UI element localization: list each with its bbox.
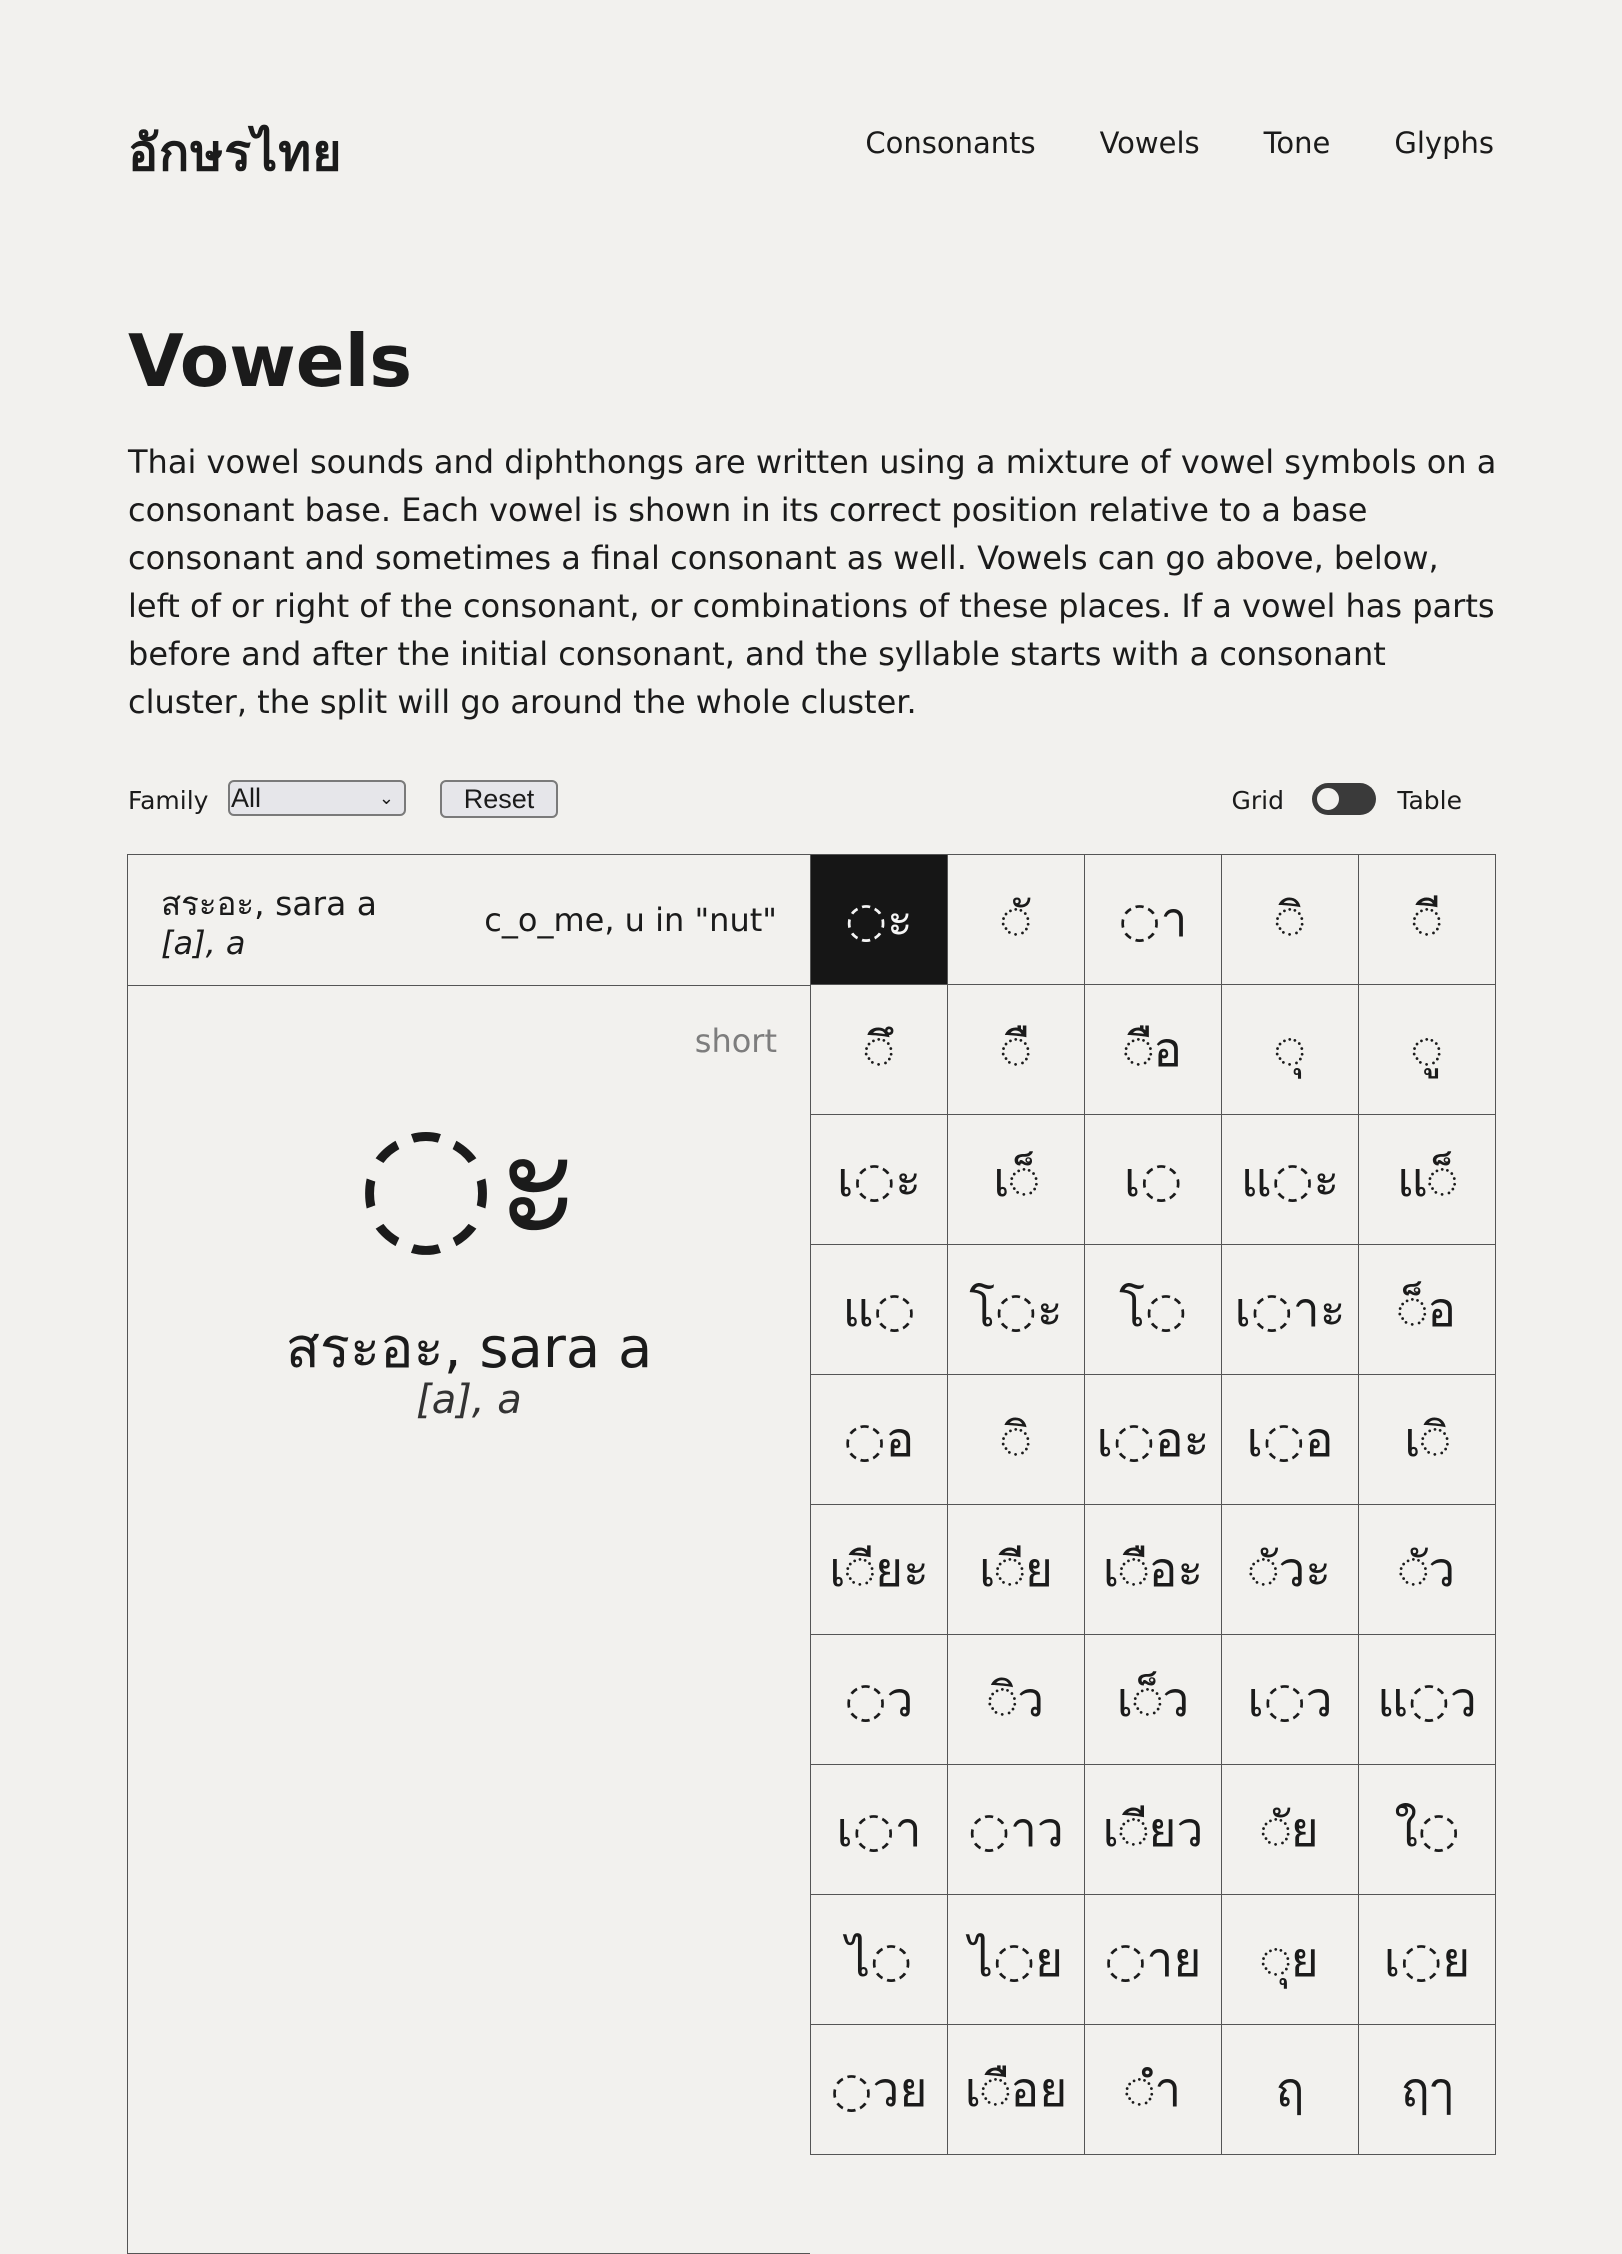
detail-name: สระอะ, sara a bbox=[161, 884, 378, 923]
vowel-cell[interactable]: เ◌ bbox=[1085, 1115, 1222, 1245]
main-nav bbox=[865, 126, 1494, 160]
vowel-cell[interactable]: ไ◌ย bbox=[948, 1895, 1085, 2025]
vowel-cell[interactable]: เ◌ิ bbox=[1359, 1375, 1496, 1505]
family-select[interactable] bbox=[228, 780, 406, 816]
vowel-cell[interactable]: ◌ื bbox=[948, 985, 1085, 1115]
vowel-cell[interactable]: ◌ึ bbox=[811, 985, 948, 1115]
vowel-cell[interactable]: ◌ุ bbox=[1222, 985, 1359, 1115]
nav-vowels[interactable]: Vowels bbox=[1099, 126, 1200, 160]
site-logo[interactable]: อักษรไทย bbox=[128, 124, 343, 182]
vowel-cell[interactable]: แ◌็ bbox=[1359, 1115, 1496, 1245]
vowel-detail-panel bbox=[127, 854, 810, 2254]
vowel-cell[interactable]: เ◌ว bbox=[1222, 1635, 1359, 1765]
page-title: Vowels bbox=[128, 319, 413, 403]
vowel-cell[interactable]: ฤๅ bbox=[1359, 2025, 1496, 2155]
vowel-cell[interactable]: เ◌็ว bbox=[1085, 1635, 1222, 1765]
vowel-cell[interactable]: ใ◌ bbox=[1359, 1765, 1496, 1895]
vowel-cell[interactable]: ◌ัย bbox=[1222, 1765, 1359, 1895]
vowel-cell[interactable]: เ◌าะ bbox=[1222, 1245, 1359, 1375]
vowel-cell[interactable]: ◌อ bbox=[811, 1375, 948, 1505]
vowel-cell[interactable]: ◌า bbox=[1085, 855, 1222, 985]
vowel-cell[interactable]: ◌ิว bbox=[948, 1635, 1085, 1765]
vowel-grid bbox=[810, 854, 1496, 2155]
family-label: Family bbox=[128, 786, 209, 815]
detail-big-name: สระอะ, sara a bbox=[285, 1316, 653, 1381]
family-select-value: All bbox=[231, 782, 262, 813]
vowel-cell[interactable]: เ◌็ bbox=[948, 1115, 1085, 1245]
vowel-cell[interactable]: ◌ว bbox=[811, 1635, 948, 1765]
filter-controls bbox=[128, 778, 1494, 822]
vowel-cell[interactable]: ไ◌ bbox=[811, 1895, 948, 2025]
nav-consonants[interactable]: Consonants bbox=[865, 126, 1036, 160]
vowel-cell[interactable]: เ◌ียว bbox=[1085, 1765, 1222, 1895]
chevron-down-icon: ⌄ bbox=[378, 788, 394, 808]
site-header bbox=[128, 100, 1494, 190]
vowel-cell[interactable]: ◌ิ bbox=[948, 1375, 1085, 1505]
detail-glyph: ◌ะ bbox=[356, 1086, 582, 1273]
detail-ipa: [a], a bbox=[161, 924, 246, 962]
vowel-cell[interactable]: เ◌ีย bbox=[948, 1505, 1085, 1635]
vowel-cell[interactable]: ◌ะ bbox=[811, 855, 948, 985]
vowel-cell[interactable]: เ◌ือย bbox=[948, 2025, 1085, 2155]
detail-length: short bbox=[694, 1022, 777, 1060]
vowel-cell[interactable]: ◌ี bbox=[1359, 855, 1496, 985]
vowel-cell[interactable]: เ◌ะ bbox=[811, 1115, 948, 1245]
vowel-cell[interactable]: ◌ือ bbox=[1085, 985, 1222, 1115]
vowel-cell[interactable]: ◌ู bbox=[1359, 985, 1496, 1115]
vowel-cell[interactable]: โ◌ bbox=[1085, 1245, 1222, 1375]
vowel-cell[interactable]: เ◌อะ bbox=[1085, 1375, 1222, 1505]
grid-label: Grid bbox=[1231, 786, 1284, 815]
vowel-cell[interactable]: ◌ัวะ bbox=[1222, 1505, 1359, 1635]
reset-button[interactable]: Reset bbox=[440, 780, 558, 818]
vowel-cell[interactable]: ◌าว bbox=[948, 1765, 1085, 1895]
vowel-cell[interactable]: เ◌า bbox=[811, 1765, 948, 1895]
vowel-cell[interactable]: ◌ิ bbox=[1222, 855, 1359, 985]
vowel-cell[interactable]: ◌วย bbox=[811, 2025, 948, 2155]
vowel-cell[interactable]: แ◌ว bbox=[1359, 1635, 1496, 1765]
view-toggle[interactable] bbox=[1312, 783, 1376, 815]
vowel-cell[interactable]: ◌ั bbox=[948, 855, 1085, 985]
vowel-cell[interactable]: แ◌ะ bbox=[1222, 1115, 1359, 1245]
vowel-cell[interactable]: เ◌ียะ bbox=[811, 1505, 948, 1635]
detail-header bbox=[128, 855, 810, 986]
vowel-cell[interactable]: ฤ bbox=[1222, 2025, 1359, 2155]
vowel-cell[interactable]: โ◌ะ bbox=[948, 1245, 1085, 1375]
vowel-cell[interactable]: ◌ำ bbox=[1085, 2025, 1222, 2155]
table-label: Table bbox=[1397, 786, 1462, 815]
toggle-knob bbox=[1315, 786, 1341, 812]
vowel-cell[interactable]: ◌ุย bbox=[1222, 1895, 1359, 2025]
vowel-cell[interactable]: ◌ัว bbox=[1359, 1505, 1496, 1635]
detail-sound: c_o_me, u in "nut" bbox=[484, 901, 777, 939]
intro-paragraph: Thai vowel sounds and diphthongs are written using a mixture of vowel symbols on a consonant base. Each vowel is shown in its correct position relative to a base consonant and sometimes a final consonant as well. Vowels can go above, below, left of or right of the consonant, or combinations of these places. If a vowel has parts before and after the initial consonant, and the syllable starts with a consonant cluster, the split will go around the whole cluster. bbox=[128, 443, 1497, 721]
vowel-cell[interactable]: แ◌ bbox=[811, 1245, 948, 1375]
vowel-cell[interactable]: เ◌ือะ bbox=[1085, 1505, 1222, 1635]
vowel-cell[interactable]: ◌าย bbox=[1085, 1895, 1222, 2025]
detail-big-ipa: [a], a bbox=[416, 1377, 522, 1423]
vowel-cell[interactable]: เ◌ย bbox=[1359, 1895, 1496, 2025]
nav-glyphs[interactable]: Glyphs bbox=[1394, 126, 1494, 160]
vowel-cell[interactable]: เ◌อ bbox=[1222, 1375, 1359, 1505]
nav-tone[interactable]: Tone bbox=[1263, 126, 1331, 160]
vowel-cell[interactable]: ◌็อ bbox=[1359, 1245, 1496, 1375]
